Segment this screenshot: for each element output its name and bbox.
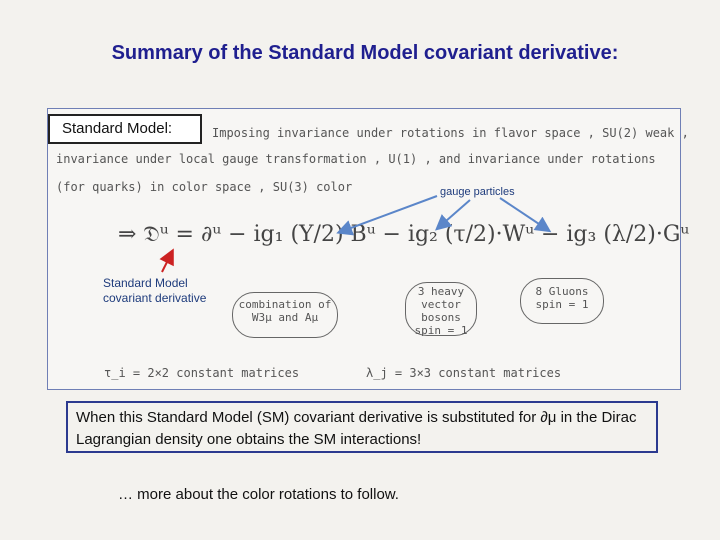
- sm-covariant-line-2: covariant derivative: [103, 291, 207, 305]
- standard-model-label: Standard Model:: [48, 114, 202, 144]
- bubble-combination: combination of W3μ and Aμ: [232, 292, 338, 338]
- arrow-gauge-to-b: [340, 196, 437, 232]
- arrow-to-d: [162, 252, 172, 272]
- tau-matrices-text: τ_i = 2×2 constant matrices: [104, 366, 300, 380]
- sm-covariant-line-1: Standard Model: [103, 276, 188, 290]
- covariant-derivative-equation: ⇒ 𝔇ᵘ = ∂ᵘ − ig₁ (Y/2) Bᵘ − ig₂ (τ/2)·Wᵘ − ig₃ (λ/2)·Gᵘ: [118, 222, 690, 247]
- gauge-particles-label: gauge particles: [440, 186, 515, 198]
- note-box: When this Standard Model (SM) covariant derivative is substituted for ∂μ in the Dirac Lagrangian density one obtains the SM interactions!: [66, 401, 658, 453]
- arrow-gauge-to-g: [500, 198, 548, 230]
- handwriting-line-1: Imposing invariance under rotations in flavor space , SU(2) weak ,: [212, 126, 689, 140]
- lambda-matrices-text: λ_j = 3×3 constant matrices: [366, 366, 562, 380]
- follow-up-text: … more about the color rotations to follow.: [118, 486, 399, 503]
- handwriting-line-3: (for quarks) in color space , SU(3) color: [56, 180, 353, 194]
- arrow-gauge-to-w: [438, 200, 470, 228]
- bubble-heavy-bosons: 3 heavy vector bosons spin = 1: [405, 282, 477, 336]
- page-title: Summary of the Standard Model covariant derivative:: [111, 42, 619, 64]
- handwriting-line-2: invariance under local gauge transformation , U(1) , and invariance under rotations: [56, 152, 656, 166]
- bubble-gluons: 8 Gluons spin = 1: [520, 278, 604, 324]
